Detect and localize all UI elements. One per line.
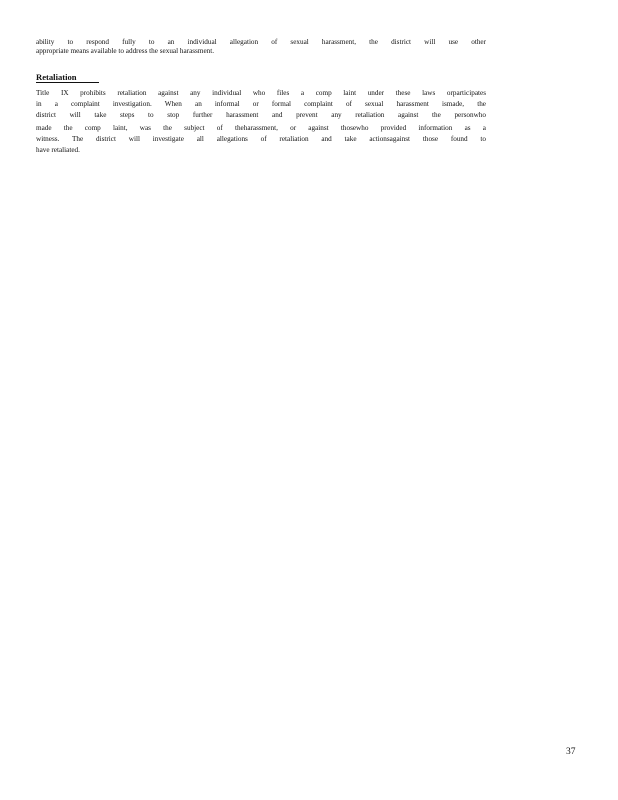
intro-line-2: appropriate means available to address the sexual harassment. bbox=[36, 47, 215, 55]
intro-line-1: ability to respond fully to an individual allegation of sexual harassment, the district will use other bbox=[36, 38, 486, 46]
retaliation-line-5: witness. The district will investigate all allegations of retaliation and take actionsagainst those found to bbox=[36, 135, 486, 143]
retaliation-line-4: made the comp laint, was the subject of theharassment, or against thosewho provided information as a bbox=[36, 124, 486, 132]
retaliation-line-2: in a complaint investigation. When an informal or formal complaint of sexual harassment ismade, the bbox=[36, 100, 486, 108]
retaliation-line-6: have retaliated. bbox=[36, 146, 80, 154]
section-heading-retaliation: Retaliation bbox=[36, 72, 99, 83]
retaliation-line-3: district will take steps to stop further harassment and prevent any retaliation against the personwho bbox=[36, 111, 486, 119]
page-number: 37 bbox=[566, 747, 576, 757]
retaliation-line-1: Title IX prohibits retaliation against any individual who files a comp laint under these laws orparticipates bbox=[36, 89, 486, 97]
